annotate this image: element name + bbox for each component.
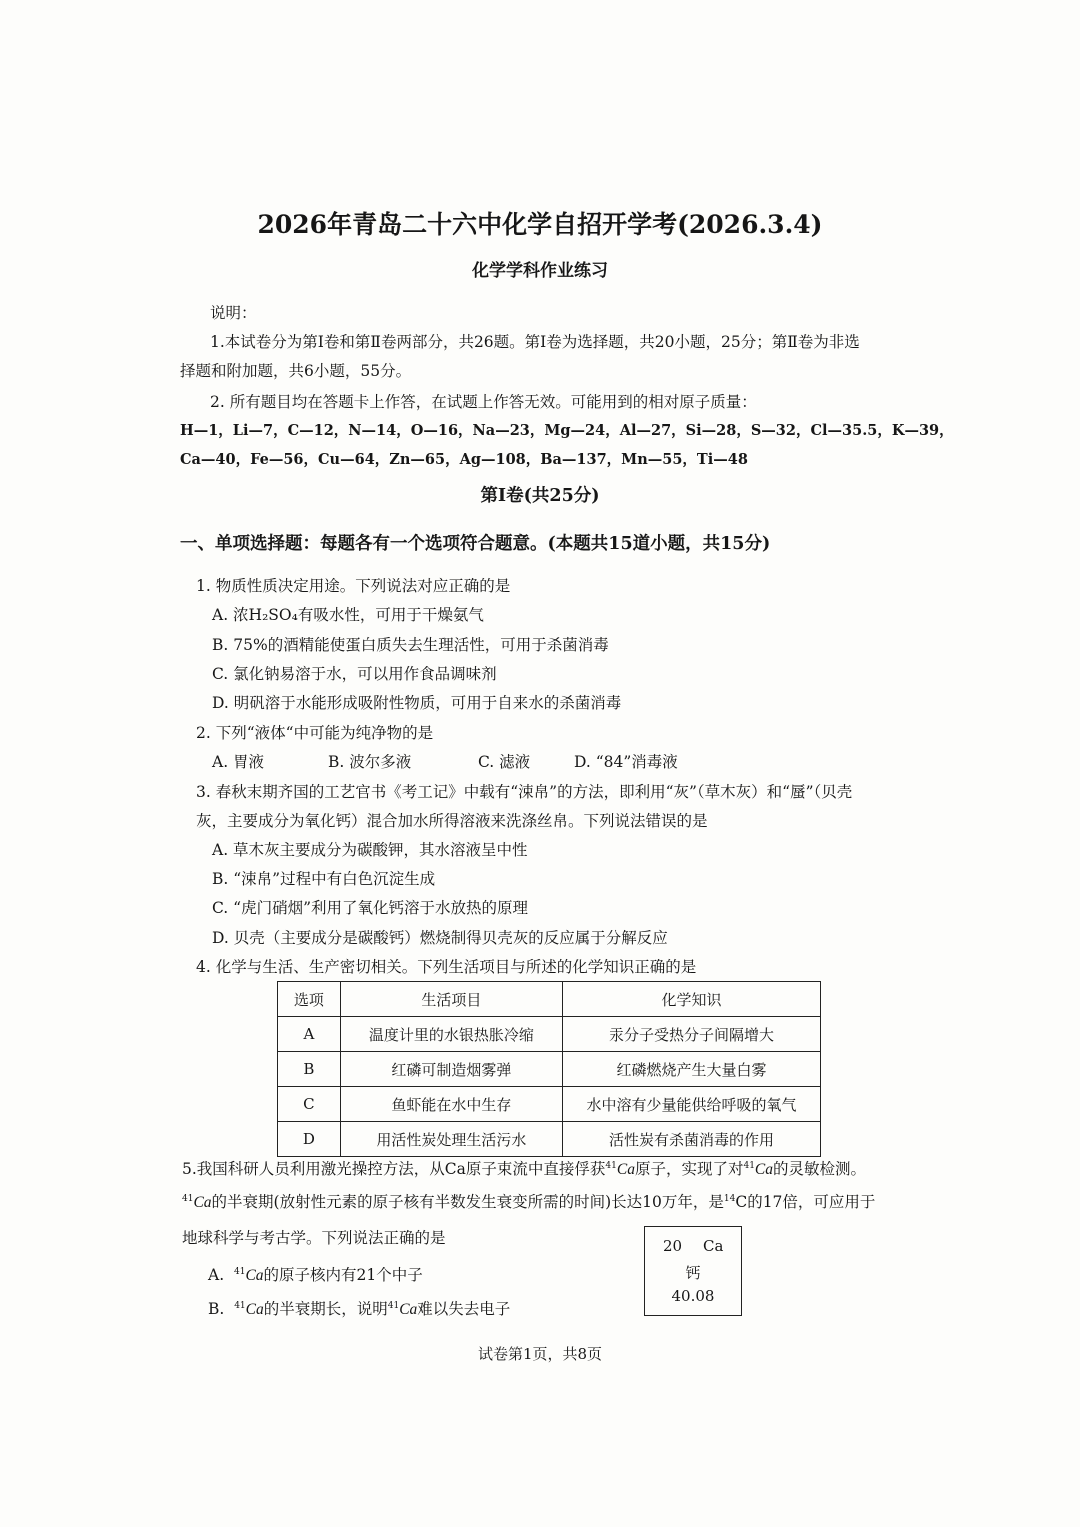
table-cell: D	[278, 1122, 341, 1157]
atomic-mass: 40.08	[671, 1287, 715, 1305]
table-cell: 活性炭有杀菌消毒的作用	[562, 1122, 820, 1157]
table-row	[278, 1122, 821, 1157]
q5-stem-line3: 地球科学与考古学。下列说法正确的是	[182, 1229, 446, 1247]
table-row	[278, 1087, 821, 1122]
q1-option-b: B. 75%的酒精能使蛋白质失去生理活性，可用于杀菌消毒	[212, 636, 609, 654]
section-title: 第Ⅰ卷(共25分)	[480, 486, 600, 506]
exam-subtitle: 化学学科作业练习	[472, 261, 608, 281]
instruction-2: 2. 所有题目均在答题卡上作答，在试题上作答无效。可能用到的相对原子质量：	[210, 393, 757, 411]
q2-option-c: C. 滤液	[478, 753, 531, 771]
q3-option-a: A. 草木灰主要成分为碳酸钾，其水溶液呈中性	[212, 841, 528, 859]
table-cell: 汞分子受热分子间隔增大	[562, 1017, 820, 1052]
table-cell: C	[278, 1087, 341, 1122]
q5-stem-line2: $^{41}$Ca的半衰期(放射性元素的原子核有半数发生衰变所需的时间)长达10万年，是$^{14}$C的17倍，可应用于	[182, 1193, 876, 1211]
instructions-heading: 说明：	[210, 304, 257, 322]
q2-option-a: A. 胃液	[212, 753, 265, 771]
q4-stem: 4. 化学与生活、生产密切相关。下列生活项目与所述的化学知识正确的是	[196, 958, 697, 976]
q5-stem-line1: 5.我国科研人员利用激光操控方法，从Ca原子束流中直接俘获$^{41}$Ca原子，实现了对$^{41}$Ca的灵敏检测。	[182, 1160, 867, 1178]
q5-option-b: B. $^{41}$Ca的半衰期长，说明$^{41}$Ca难以失去电子	[208, 1300, 511, 1318]
q5-number: 5.	[182, 1160, 197, 1178]
part-one-title: 一、单项选择题：每题各有一个选项符合题意。(本题共15道小题，共15分)	[180, 534, 771, 554]
atomic-number: 20	[663, 1237, 683, 1255]
table-cell: 用活性炭处理生活污水	[340, 1122, 562, 1157]
table-header-cell: 选项	[278, 982, 341, 1017]
table-row	[278, 1052, 821, 1087]
table-cell: A	[278, 1017, 341, 1052]
table-cell: 红磷可制造烟雾弹	[340, 1052, 562, 1087]
calcium-element-box	[644, 1226, 742, 1316]
instruction-1-line2: 择题和附加题，共6小题，55分。	[180, 362, 412, 380]
page-footer: 试卷第1页，共8页	[477, 1345, 603, 1363]
atomic-masses-line1: H—1，Li—7，C—12，N—14，O—16，Na—23，Mg—24，Al—27，Si—28，S—32，Cl—35.5，K—39，	[180, 422, 954, 439]
q3-option-b: B. “涑帛”过程中有白色沉淀生成	[212, 870, 436, 888]
table-header-row	[278, 982, 821, 1017]
q2-option-d: D. “84”消毒液	[574, 753, 678, 771]
table-header-cell: 化学知识	[562, 982, 820, 1017]
q3-stem-line2: 灰，主要成分为氧化钙）混合加水所得溶液来洗涤丝帛。下列说法错误的是	[196, 812, 708, 830]
q2-stem: 2. 下列“液体“中可能为纯净物的是	[196, 724, 434, 742]
element-name: 钙	[685, 1264, 701, 1282]
table-cell: 鱼虾能在水中生存	[340, 1087, 562, 1122]
table-cell: B	[278, 1052, 341, 1087]
element-symbol: Ca	[703, 1237, 724, 1255]
table-cell: 温度计里的水银热胀冷缩	[340, 1017, 562, 1052]
atomic-masses-line2: Ca—40，Fe—56，Cu—64，Zn—65，Ag—108，Ba—137，Mn—55，Ti—48	[180, 451, 748, 468]
q1-option-d: D. 明矾溶于水能形成吸附性物质，可用于自来水的杀菌消毒	[212, 694, 622, 712]
table-cell: 水中溶有少量能供给呼吸的氧气	[562, 1087, 820, 1122]
q1-option-c: C. 氯化钠易溶于水，可以用作食品调味剂	[212, 665, 497, 683]
q1-stem: 1. 物质性质决定用途。下列说法对应正确的是	[196, 577, 511, 595]
exam-title: 2026年青岛二十六中化学自招开学考(2026.3.4)	[257, 210, 823, 239]
instruction-1-line1: 1.本试卷分为第Ⅰ卷和第Ⅱ卷两部分，共26题。第Ⅰ卷为选择题，共20小题，25分；第Ⅱ卷为非选	[210, 333, 860, 351]
table-cell: 红磷燃烧产生大量白雾	[562, 1052, 820, 1087]
q1-option-a: A. 浓H₂SO₄有吸水性，可用于干燥氨气	[212, 606, 484, 624]
table-header-cell: 生活项目	[340, 982, 562, 1017]
q3-option-c: C. “虎门硝烟”利用了氧化钙溶于水放热的原理	[212, 899, 529, 917]
q3-stem-line1: 3. 春秋末期齐国的工艺官书《考工记》中载有“涑帛”的方法，即利用“灰”（草木灰）和“蜃”（贝壳	[196, 783, 853, 801]
q5-option-a: A. $^{41}$Ca的原子核内有21个中子	[208, 1266, 423, 1284]
q2-option-b: B. 波尔多液	[328, 753, 412, 771]
q3-option-d: D. 贝壳（主要成分是碳酸钙）燃烧制得贝壳灰的反应属于分解反应	[212, 929, 668, 947]
q4-table	[277, 981, 821, 1157]
table-row	[278, 1017, 821, 1052]
